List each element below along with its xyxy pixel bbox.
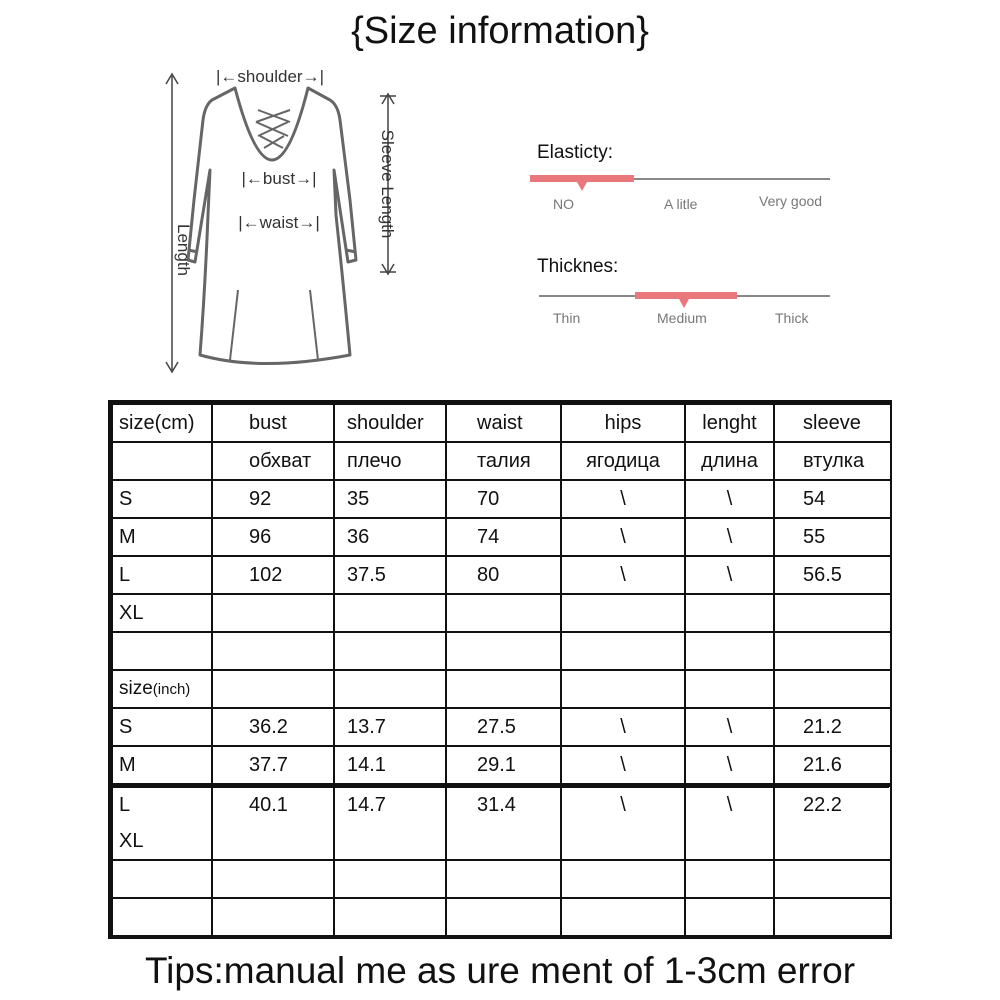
cell-length <box>686 861 773 897</box>
cell-shoulder: 35 <box>335 481 445 517</box>
cell-size: XL <box>113 595 211 631</box>
cell-shoulder: 13.7 <box>335 709 445 745</box>
cell-shoulder: плечо <box>335 443 445 479</box>
cell-size <box>113 443 211 479</box>
cell-sleeve: 21.2 <box>775 709 890 745</box>
inch-row-m <box>111 747 889 783</box>
waist-label: |←waist→| <box>238 213 320 232</box>
thickness-scale <box>539 292 830 308</box>
cell-size: size (inch) <box>113 671 211 707</box>
cell-bust: 37.7 <box>213 747 333 783</box>
cell-shoulder <box>335 671 445 707</box>
cell-hips: hips <box>562 405 684 441</box>
cell-sleeve: 55 <box>775 519 890 555</box>
cell-sleeve: 21.6 <box>775 747 890 783</box>
cell-waist <box>447 861 560 897</box>
cell-hips <box>562 899 684 935</box>
cell-waist: waist <box>447 405 560 441</box>
bust-label: |←bust→| <box>241 169 317 188</box>
cell-length: \ <box>686 747 773 783</box>
cell-size <box>113 861 211 897</box>
header-row <box>111 405 889 441</box>
cell-waist: 27.5 <box>447 709 560 745</box>
elasticity-option-a-little: A litle <box>664 196 698 212</box>
inch-header-row <box>111 671 889 707</box>
cell-hips <box>562 823 684 859</box>
cell-shoulder: 14.7 <box>335 787 445 823</box>
cell-hips: \ <box>562 787 684 823</box>
cell-bust: 102 <box>213 557 333 593</box>
cell-length <box>686 595 773 631</box>
cell-sleeve <box>775 595 890 631</box>
cell-size: M <box>113 747 211 783</box>
inch-row-xl <box>111 823 889 859</box>
thickness-label: Thicknes: <box>537 256 619 277</box>
cell-waist: 74 <box>447 519 560 555</box>
cell-bust: bust <box>213 405 333 441</box>
inch-row-l <box>111 787 889 823</box>
cell-hips: \ <box>562 481 684 517</box>
cell-waist <box>447 823 560 859</box>
cell-bust <box>213 861 333 897</box>
size-table <box>108 400 892 939</box>
cell-shoulder: 37.5 <box>335 557 445 593</box>
cm-row-xl <box>111 595 889 631</box>
cell-waist <box>447 595 560 631</box>
cell-sleeve <box>775 823 890 859</box>
cell-sleeve: 56.5 <box>775 557 890 593</box>
cell-shoulder <box>335 595 445 631</box>
dress-outline-illustration <box>150 60 410 380</box>
cell-shoulder: shoulder <box>335 405 445 441</box>
cell-hips <box>562 633 684 669</box>
cell-bust <box>213 823 333 859</box>
cell-length: \ <box>686 709 773 745</box>
cell-shoulder <box>335 633 445 669</box>
cell-size: L <box>113 557 211 593</box>
cell-waist: 31.4 <box>447 787 560 823</box>
cell-length <box>686 823 773 859</box>
cell-length: lenght <box>686 405 773 441</box>
cell-sleeve <box>775 861 890 897</box>
cell-size: XL <box>113 823 211 859</box>
cell-shoulder <box>335 823 445 859</box>
cell-hips <box>562 671 684 707</box>
cell-shoulder <box>335 861 445 897</box>
cell-hips: ягодица <box>562 443 684 479</box>
cm-row-l <box>111 557 889 593</box>
cell-hips <box>562 861 684 897</box>
cell-bust <box>213 671 333 707</box>
cell-length <box>686 633 773 669</box>
spacer-row <box>111 861 889 897</box>
cell-length <box>686 671 773 707</box>
cell-size <box>113 633 211 669</box>
cell-shoulder: 36 <box>335 519 445 555</box>
cell-length: \ <box>686 787 773 823</box>
cell-bust <box>213 633 333 669</box>
thickness-option-thin: Thin <box>553 310 581 326</box>
thickness-option-thick: Thick <box>775 310 809 326</box>
cell-waist: 29.1 <box>447 747 560 783</box>
cell-shoulder <box>335 899 445 935</box>
cell-hips: \ <box>562 747 684 783</box>
elasticity-scale <box>530 175 830 191</box>
cell-sleeve: 22.2 <box>775 787 890 823</box>
spacer-row <box>111 899 889 935</box>
cell-hips: \ <box>562 519 684 555</box>
cell-waist: 80 <box>447 557 560 593</box>
cell-size: size(cm) <box>113 405 211 441</box>
elasticity-label: Elasticty: <box>537 142 614 163</box>
cell-hips: \ <box>562 709 684 745</box>
cm-row-s <box>111 481 889 517</box>
dress-diagram <box>150 60 410 380</box>
cell-bust: 92 <box>213 481 333 517</box>
sleeve-length-label: Sleeve Length <box>378 129 397 239</box>
cell-hips <box>562 595 684 631</box>
cell-length: \ <box>686 519 773 555</box>
tips-note: Tips:manual me as ure ment of 1-3cm error <box>144 950 856 991</box>
cell-size: M <box>113 519 211 555</box>
cell-length <box>686 899 773 935</box>
inch-row-s <box>111 709 889 745</box>
cell-waist <box>447 633 560 669</box>
cell-bust <box>213 595 333 631</box>
spacer-row <box>111 633 889 669</box>
thickness-level-bar <box>635 292 737 299</box>
cell-waist: талия <box>447 443 560 479</box>
cell-bust: обхват <box>213 443 333 479</box>
table-divider <box>111 784 889 788</box>
cell-sleeve <box>775 899 890 935</box>
cell-hips: \ <box>562 557 684 593</box>
cell-sleeve <box>775 633 890 669</box>
cell-waist <box>447 899 560 935</box>
cell-sleeve: втулка <box>775 443 890 479</box>
cell-waist: 70 <box>447 481 560 517</box>
cell-bust <box>213 899 333 935</box>
cell-size: S <box>113 481 211 517</box>
cell-shoulder: 14.1 <box>335 747 445 783</box>
cell-sleeve <box>775 671 890 707</box>
elasticity-option-very-good: Very good <box>759 193 823 209</box>
cell-bust: 96 <box>213 519 333 555</box>
cell-size: S <box>113 709 211 745</box>
length-label: Length <box>174 224 193 276</box>
cm-row-m <box>111 519 889 555</box>
cell-sleeve: 54 <box>775 481 890 517</box>
page-title: {Size information} <box>351 10 649 52</box>
elasticity-level-bar <box>530 175 634 182</box>
cell-bust: 40.1 <box>213 787 333 823</box>
elasticity-option-no: NO <box>553 196 574 212</box>
rating-scales <box>525 165 835 315</box>
cell-length: длина <box>686 443 773 479</box>
cell-size: L <box>113 787 211 823</box>
cell-sleeve: sleeve <box>775 405 890 441</box>
cell-length: \ <box>686 481 773 517</box>
cell-size <box>113 899 211 935</box>
thickness-marker-icon <box>679 299 689 308</box>
cell-length: \ <box>686 557 773 593</box>
elasticity-marker-icon <box>577 182 587 191</box>
cell-waist <box>447 671 560 707</box>
cell-bust: 36.2 <box>213 709 333 745</box>
shoulder-label: |←shoulder→| <box>215 67 325 86</box>
russian-label-row <box>111 443 889 479</box>
thickness-option-medium: Medium <box>657 310 707 326</box>
